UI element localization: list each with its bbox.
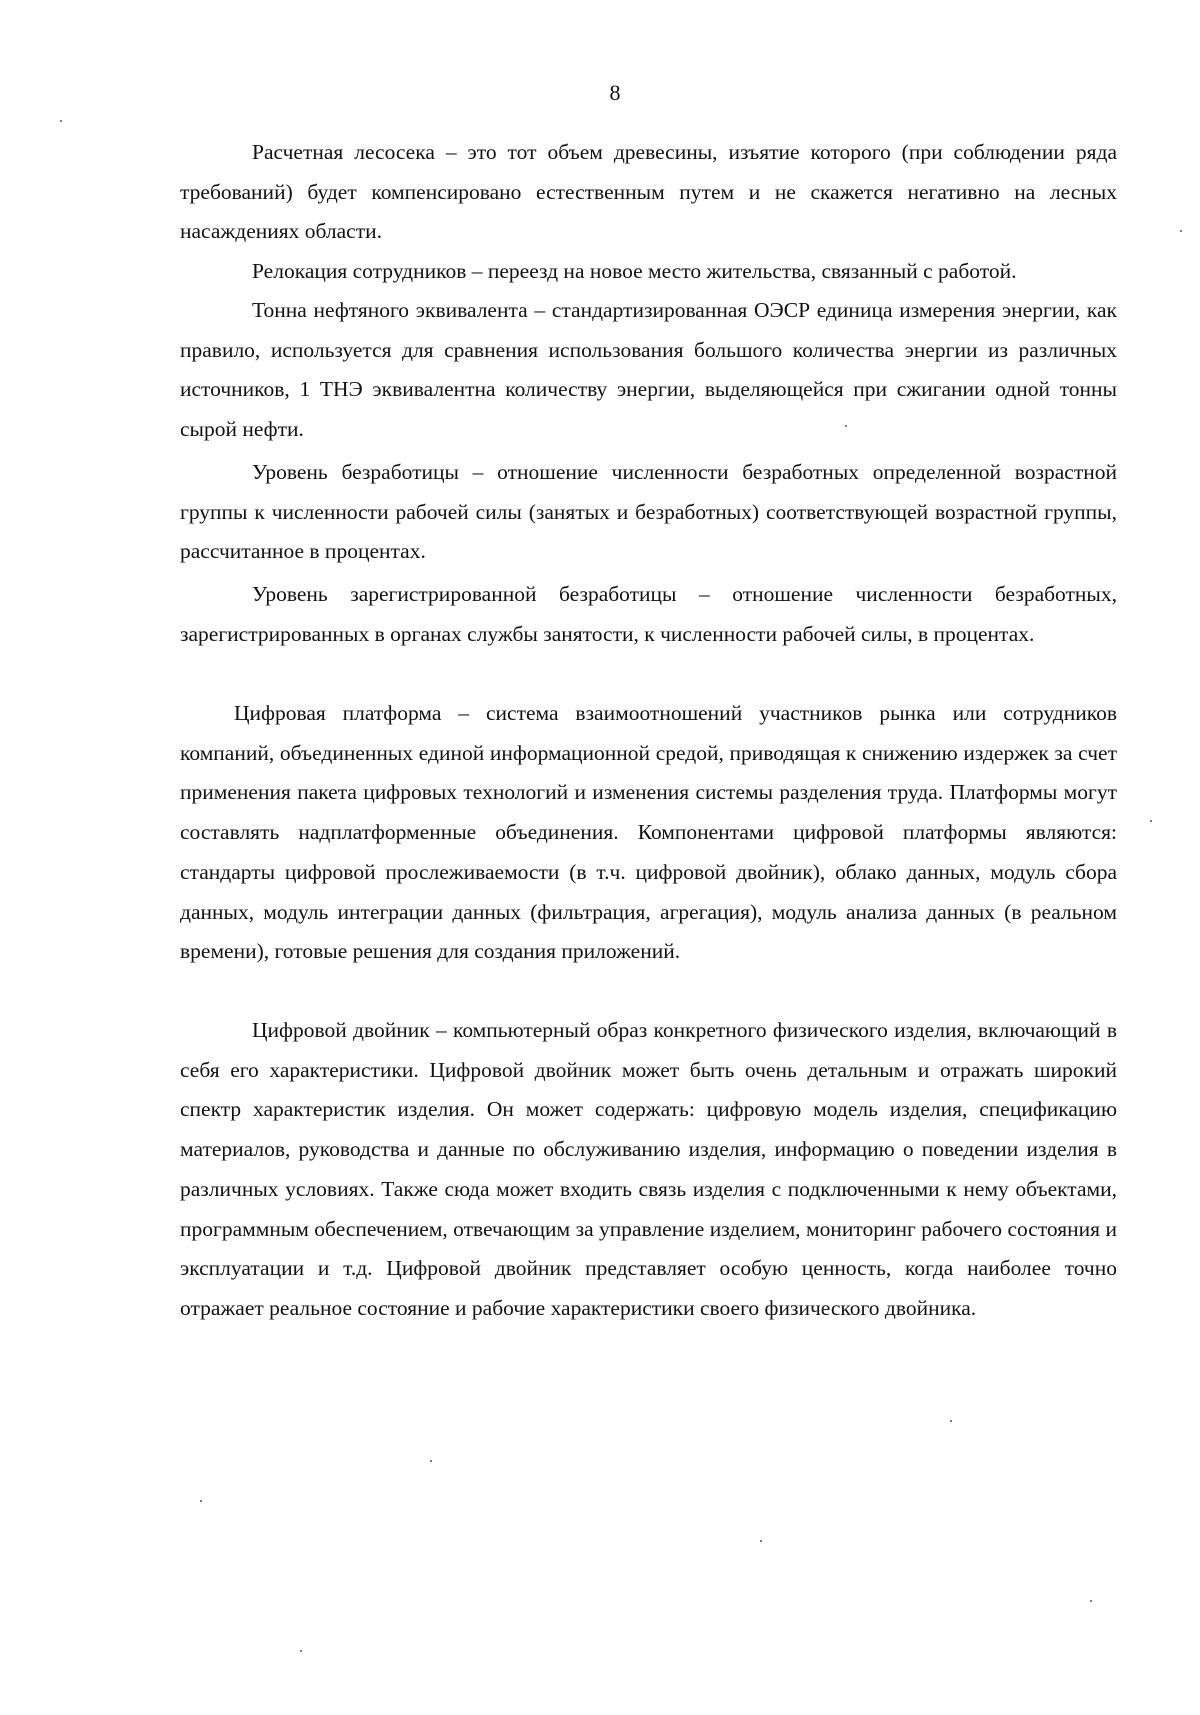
paragraph-unemployment-rate: Уровень безработицы – отношение численности безработных определенной возрастной группы к численности рабочей силы (занятых и безработных) соответствующей возрастной группы, рассчитанное в процентах. xyxy=(180,460,1117,564)
scan-speck xyxy=(1090,1600,1092,1602)
paragraph-annual-allowable-cut: Расчетная лесосека – это тот объем древесины, изъятие которого (при соблюдении ряда требований) будет компенсировано естественным путем и не скажется негативно на лесных насаждениях области. xyxy=(180,140,1117,244)
paragraph-digital-twin: Цифровой двойник – компьютерный образ конкретного физического изделия, включающий в себя его характеристики. Цифровой двойник может быть очень детальным и отражать широкий спектр характеристик изделия. Он может содержать: цифровую модель изделия, спецификацию материалов, руководства и данные по обслуживанию изделия, информацию о поведении изделия в различных условиях. Также сюда может входить связь изделия с подключенными к нему объектами, программным обеспечением, отвечающим за управление изделием, мониторинг рабочего состояния и эксплуатации и т.д. Цифровой двойник представляет особую ценность, когда наиболее точно отражает реальное состояние и рабочие характеристики своего физического двойника. xyxy=(180,1018,1117,1320)
scan-speck xyxy=(200,1500,202,1502)
paragraph-digital-platform: Цифровая платформа – система взаимоотношений участников рынка или сотрудников компаний, объединенных единой информационной средой, приводящая к снижению издержек за счет применения пакета цифровых технологий и изменения системы разделения труда. Платформы могут составлять надплатформенные объединения. Компонентами цифровой платформы являются: стандарты цифровой прослеживаемости (в т.ч. цифровой двойник), облако данных, модуль сбора данных, модуль интеграции данных (фильтрация, агрегация), модуль анализа данных (в реальном времени), готовые решения для создания приложений. xyxy=(180,701,1117,964)
scan-speck xyxy=(300,1650,302,1652)
scan-speck xyxy=(430,1460,432,1462)
paragraph-ton-of-oil-equivalent: Тонна нефтяного эквивалента – стандартизированная ОЭСР единица измерения энергии, как правило, используется для сравнения использования большого количества энергии из различных источников, 1 ТНЭ эквивалентна количеству энергии, выделяющейся при сжигании одной тонны сырой нефти. xyxy=(180,298,1117,442)
scan-speck xyxy=(950,1420,952,1422)
scan-speck xyxy=(760,1540,762,1542)
scan-speck xyxy=(1180,230,1182,232)
scan-speck xyxy=(845,425,847,427)
scan-speck xyxy=(60,120,62,122)
paragraph-employee-relocation: Релокация сотрудников – переезд на новое место жительства, связанный с работой. xyxy=(252,259,1017,283)
page-number: 8 xyxy=(609,80,621,105)
paragraph-registered-unemployment-rate: Уровень зарегистрированной безработицы – отношение численности безработных, зарегистрированных в органах службы занятости, к численности рабочей силы, в процентах. xyxy=(180,582,1117,646)
scan-speck xyxy=(1150,820,1152,822)
